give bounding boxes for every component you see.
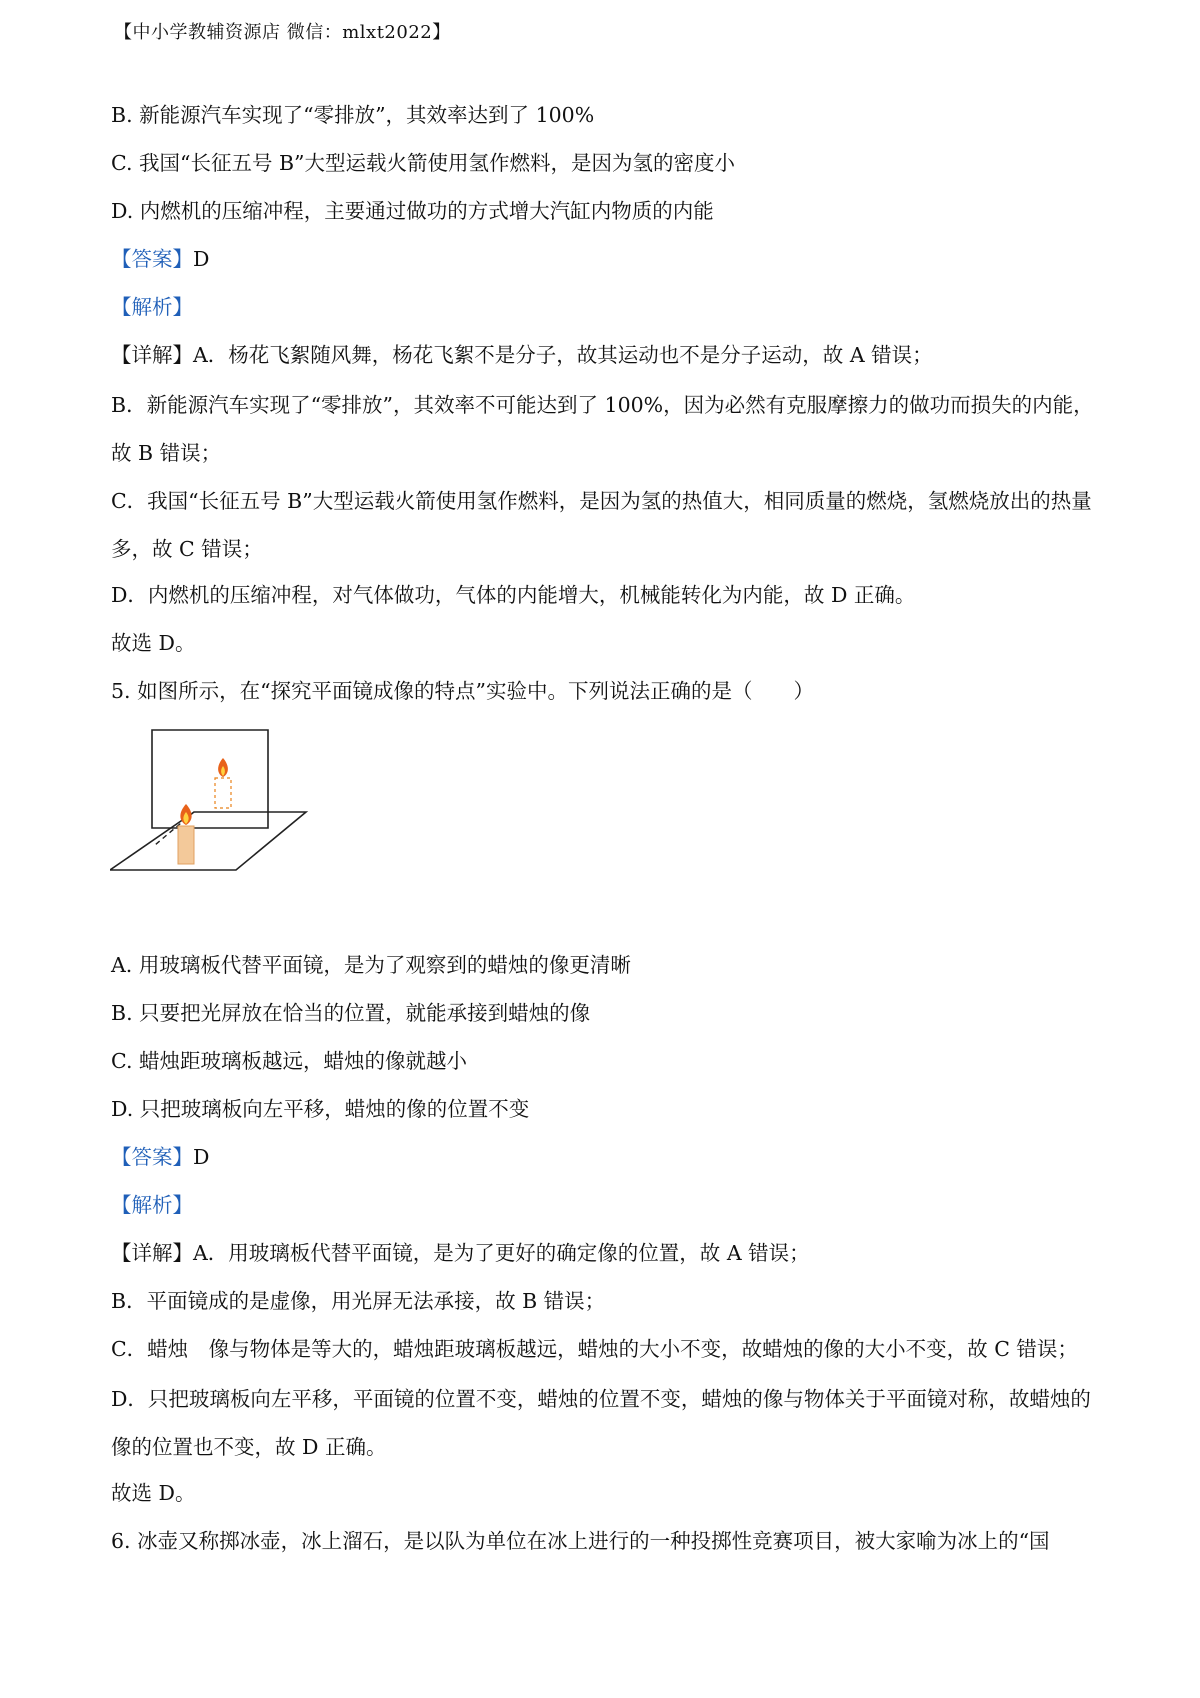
q5-option-b: B. 只要把光屏放在恰当的位置，就能承接到蜡烛的像	[111, 1001, 591, 1025]
q4-option-d: D. 内燃机的压缩冲程，主要通过做功的方式增大汽缸内物质的内能	[111, 199, 714, 223]
q4-analysis-label: 【解析】	[111, 295, 193, 319]
q5-analysis-label: 【解析】	[111, 1193, 193, 1217]
q5-detail-a: 【详解】A．用玻璃板代替平面镜，是为了更好的确定像的位置，故 A 错误；	[111, 1241, 810, 1265]
q5-option-d: D. 只把玻璃板向左平移，蜡烛的像的位置不变	[111, 1097, 530, 1121]
q5-conclusion: 故选 D。	[111, 1481, 196, 1505]
q5-answer	[111, 1142, 209, 1172]
q4-detail-d: D．内燃机的压缩冲程，对气体做功，气体的内能增大，机械能转化为内能，故 D 正确。	[111, 583, 916, 607]
q5-stem: 5. 如图所示，在“探究平面镜成像的特点”实验中。下列说法正确的是（ ）	[111, 679, 815, 703]
answer-value: D	[193, 1145, 210, 1169]
glass-plate	[152, 730, 268, 828]
answer-label: 【答案】	[111, 1145, 193, 1169]
q4-option-c: C. 我国“长征五号 B”大型运载火箭使用氢作燃料，是因为氢的密度小	[111, 151, 736, 175]
q4-option-b: B. 新能源汽车实现了“零排放”，其效率达到了 100%	[111, 103, 595, 127]
q5-detail-b: B．平面镜成的是虚像，用光屏无法承接，故 B 错误；	[111, 1289, 606, 1313]
detail-label: 【详解】	[111, 343, 193, 367]
q5-option-a: A. 用玻璃板代替平面镜，是为了观察到的蜡烛的像更清晰	[111, 953, 631, 977]
candle-icon	[178, 826, 194, 864]
plane-mirror-figure	[110, 720, 340, 880]
q4-detail-a: 【详解】A．杨花飞絮随风舞，杨花飞絮不是分子，故其运动也不是分子运动，故 A 错误；	[111, 343, 933, 367]
answer-value: D	[193, 247, 210, 271]
image-candle-icon	[215, 778, 231, 808]
q4-detail-b: B．新能源汽车实现了“零排放”，其效率不可能达到了 100%，因为必然有克服摩擦力的做功而损失的内能，故 B 错误；	[111, 393, 1094, 465]
q5-detail-d: D．只把玻璃板向左平移，平面镜的位置不变，蜡烛的位置不变，蜡烛的像与物体关于平面镜对称，故蜡烛的像的位置也不变，故 D 正确。	[111, 1387, 1091, 1459]
page-header: 【中小学教辅资源店 微信：mlxt2022】	[114, 22, 451, 43]
table-plane	[110, 812, 306, 870]
answer-label: 【答案】	[111, 247, 193, 271]
detail-label: 【详解】	[111, 1241, 193, 1265]
q4-conclusion: 故选 D。	[111, 631, 196, 655]
q5-option-c: C. 蜡烛距玻璃板越远，蜡烛的像就越小	[111, 1049, 467, 1073]
q6-stem: 6. 冰壶又称掷冰壶，冰上溜石，是以队为单位在冰上进行的一种投掷性竞赛项目，被大家喻为冰上的“国	[111, 1529, 1050, 1553]
q5-detail-c: C．蜡烛 像与物体是等大的，蜡烛距玻璃板越远，蜡烛的大小不变，故蜡烛的像的大小不变，故 C 错误；	[111, 1337, 1078, 1361]
q4-answer	[111, 244, 209, 274]
q4-detail-c: C．我国“长征五号 B”大型运载火箭使用氢作燃料，是因为氢的热值大，相同质量的燃烧，氢燃烧放出的热量多，故 C 错误；	[111, 489, 1092, 561]
